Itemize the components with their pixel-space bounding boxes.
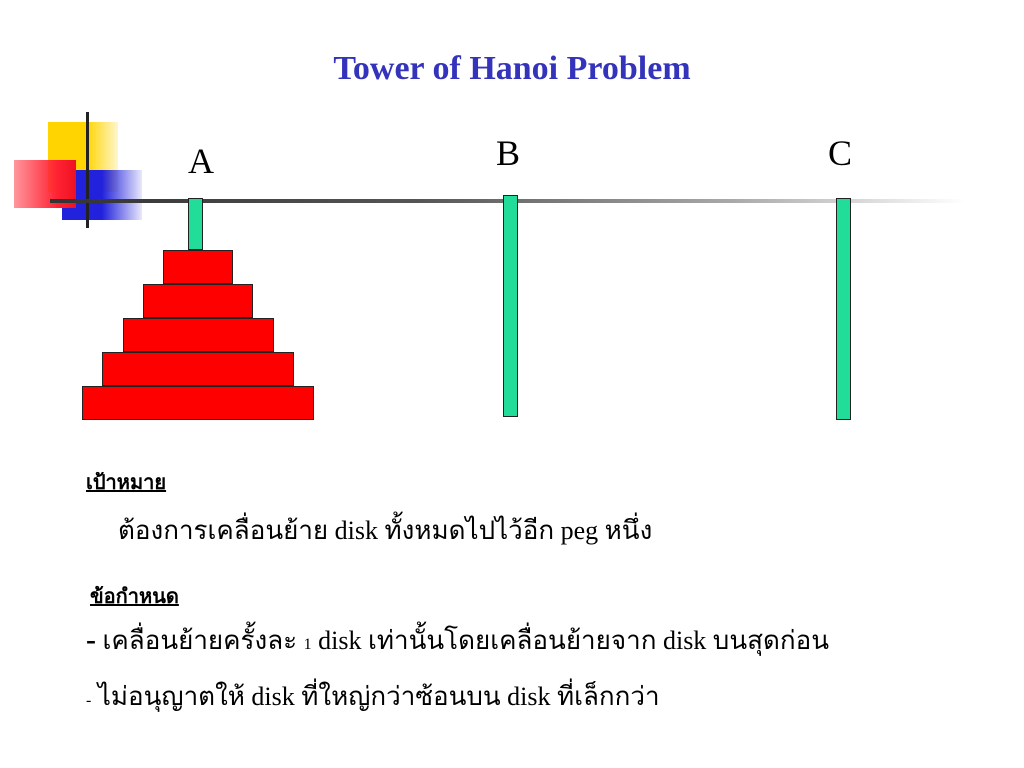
decor-vertical-line: [86, 112, 89, 228]
rule-1-post: disk เท่านั้นโดยเคลื่อนย้ายจาก disk บนสุดก่อน: [318, 626, 829, 655]
disk-1: [163, 250, 233, 284]
disk-4: [102, 352, 294, 386]
disk-3: [123, 318, 274, 352]
peg-label-a: A: [188, 141, 214, 181]
rule-line-1: [86, 620, 829, 661]
disk-2: [143, 284, 254, 318]
peg-c: [836, 198, 851, 420]
rule-2-dash: -: [86, 692, 92, 709]
rule-1-pre: เคลื่อนย้ายครั้งละ: [102, 626, 298, 655]
rule-2-text: ไม่อนุญาตให้ disk ที่ใหญ่กว่าซ้อนบน disk ที่เล็กกว่า: [97, 682, 660, 711]
rule-1-number: 1: [303, 636, 312, 653]
rule-1-dash: -: [86, 623, 96, 656]
peg-label-c: C: [828, 133, 853, 173]
peg-b: [503, 195, 518, 417]
rules-heading: ข้อกำหนด: [90, 586, 179, 608]
peg-label-b: B: [496, 133, 521, 173]
slide-title: Tower of Hanoi Problem: [333, 50, 691, 87]
peg-a: [188, 198, 203, 250]
rule-line-2: [86, 676, 660, 717]
goal-heading: เป้าหมาย: [86, 472, 167, 494]
disk-5: [82, 386, 314, 420]
goal-text: ต้องการเคลื่อนย้าย disk ทั้งหมดไปไว้อีก peg หนึ่ง: [118, 516, 653, 545]
